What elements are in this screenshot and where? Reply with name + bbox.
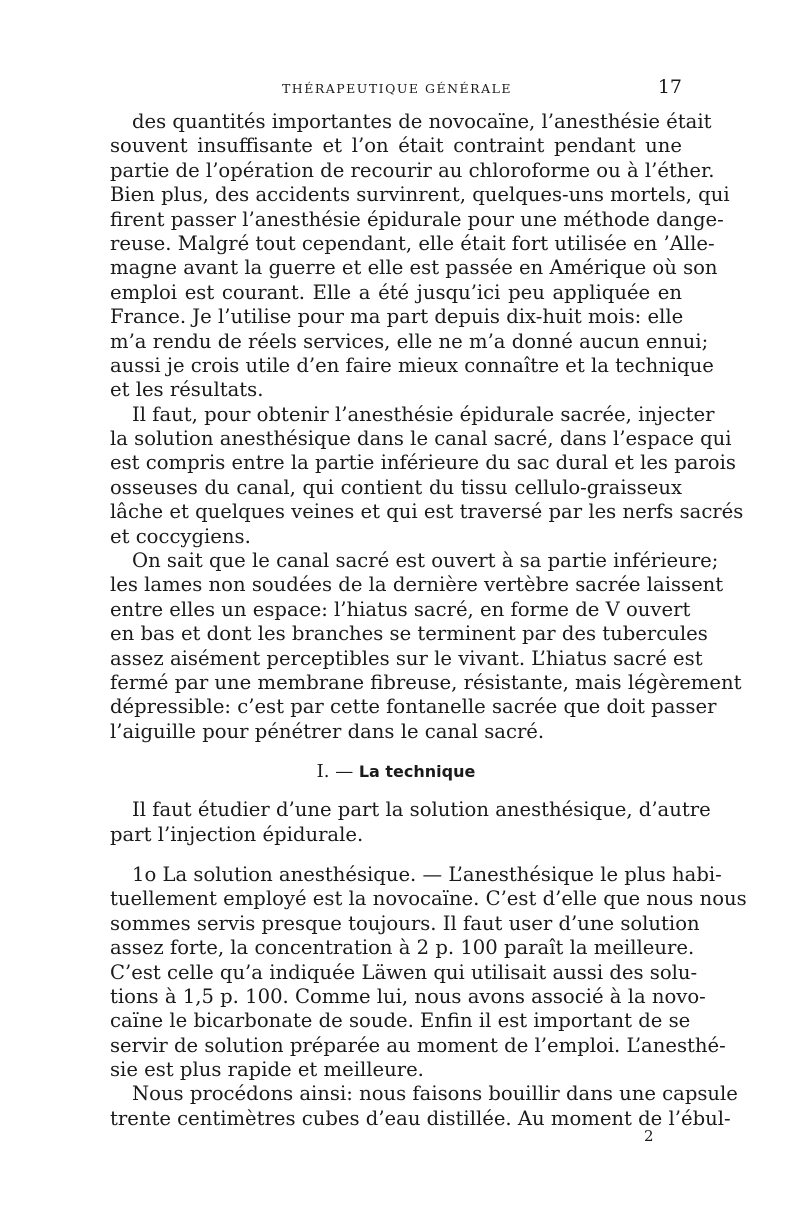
paragraph (110, 1082, 738, 1131)
text-line: l’aiguille pour pénétrer dans le canal sacré. (110, 719, 545, 743)
text-line: fermé par une membrane fibreuse, résistante, mais légèrement (110, 670, 742, 694)
text-line: partie de l’opération de recourir au chloroforme ou à l’éther. (110, 158, 715, 182)
text-line: et les résultats. (110, 378, 264, 402)
paragraph-group-intro (110, 110, 744, 744)
section-number: I. — (316, 761, 354, 783)
text-line: Il faut, pour obtenir l’anesthésie épidurale sacrée, injecter (132, 402, 715, 426)
text-line: des quantités importantes de novocaïne, l’anesthésie était (132, 110, 712, 133)
text-line: sie est plus rapide et meilleure. (110, 1058, 424, 1082)
body-text (110, 110, 747, 1131)
text-line: en bas et dont les branches se terminent par des tubercules (110, 622, 708, 646)
text-line: la solution anesthésique dans le canal sacré, dans l’espace qui (110, 427, 732, 451)
text-line: part l’injection épidurale. (110, 822, 364, 846)
text-line: magne avant la guerre et elle est passée en Amérique où son (110, 256, 718, 280)
paragraph (110, 862, 747, 1083)
text-line: m’a rendu de réels services, elle ne m’a donné aucun ennui; (110, 329, 709, 353)
paragraph (110, 798, 711, 847)
paragraph (110, 549, 742, 744)
running-title: THÉRAPEUTIQUE GÉNÉRALE (281, 81, 513, 96)
text-line: Nous procédons ainsi: nous faisons bouillir dans une capsule (132, 1082, 738, 1106)
text-line: caïne le bicarbonate de soude. Enfin il est important de se (110, 1009, 691, 1033)
paragraph (110, 110, 730, 403)
text-line: tuellement employé est la novocaïne. C’est d’elle que nous nous (110, 887, 747, 911)
text-line: souvent insuffisante et l’on était contraint pendant une (110, 134, 682, 158)
text-line: firent passer l’anesthésie épidurale pour une méthode dange- (110, 207, 724, 231)
running-head (112, 76, 682, 100)
text-line: servir de solution préparée au moment de l’emploi. L’anesthé- (110, 1033, 726, 1057)
paragraph (110, 402, 744, 549)
text-line: C’est celle qu’a indiquée Läwen qui utilisait aussi des solu- (110, 960, 698, 984)
paragraph-group-technique (110, 798, 747, 1131)
text-line: assez forte, la concentration à 2 p. 100 paraît la meilleure. (110, 936, 695, 960)
text-line: les lames non soudées de la dernière vertèbre sacrée laissent (110, 573, 724, 597)
text-line: sommes servis presque toujours. Il faut user d’une solution (110, 911, 700, 935)
text-line: osseuses du canal, qui contient du tissu cellulo-graisseux (110, 475, 682, 499)
text-line: assez aisément perceptibles sur le vivant. L’hiatus sacré est (110, 646, 703, 670)
text-line: entre elles un espace: l’hiatus sacré, en forme de V ouvert (110, 597, 691, 621)
text-line: tions à 1,5 p. 100. Comme lui, nous avons associé à la novo- (110, 984, 706, 1008)
section-title: La technique (358, 762, 476, 782)
text-line: On sait que le canal sacré est ouvert à sa partie inférieure; (132, 549, 719, 573)
text-line: France. Je l’utilise pour ma part depuis dix-huit mois: elle (110, 305, 684, 329)
text-line: Bien plus, des accidents survinrent, quelques-uns mortels, qui (110, 183, 730, 207)
signature-mark: 2 (644, 1127, 654, 1145)
text-line: Il faut étudier d’une part la solution anesthésique, d’autre (132, 798, 711, 822)
text-line: reuse. Malgré tout cependant, elle était fort utilisée en ’Alle- (110, 231, 715, 255)
text-line: aussi je crois utile d’en faire mieux connaître et la technique (110, 353, 714, 377)
text-line: 1o La solution anesthésique. — L’anesthésique le plus habi- (132, 862, 722, 886)
text-line: emploi est courant. Elle a été jusqu’ici peu appliquée en (110, 280, 682, 304)
text-line: et coccygiens. (110, 524, 251, 548)
section-heading (110, 760, 682, 784)
text-line: trente centimètres cubes d’eau distillée. Au moment de l’ébul- (110, 1106, 731, 1130)
text-line: est compris entre la partie inférieure du sac dural et les parois (110, 451, 736, 475)
text-line: dépressible: c’est par cette fontanelle sacrée que doit passer (110, 695, 717, 719)
text-line: lâche et quelques veines et qui est traversé par les nerfs sacrés (110, 500, 744, 524)
page-number: 17 (657, 76, 682, 98)
